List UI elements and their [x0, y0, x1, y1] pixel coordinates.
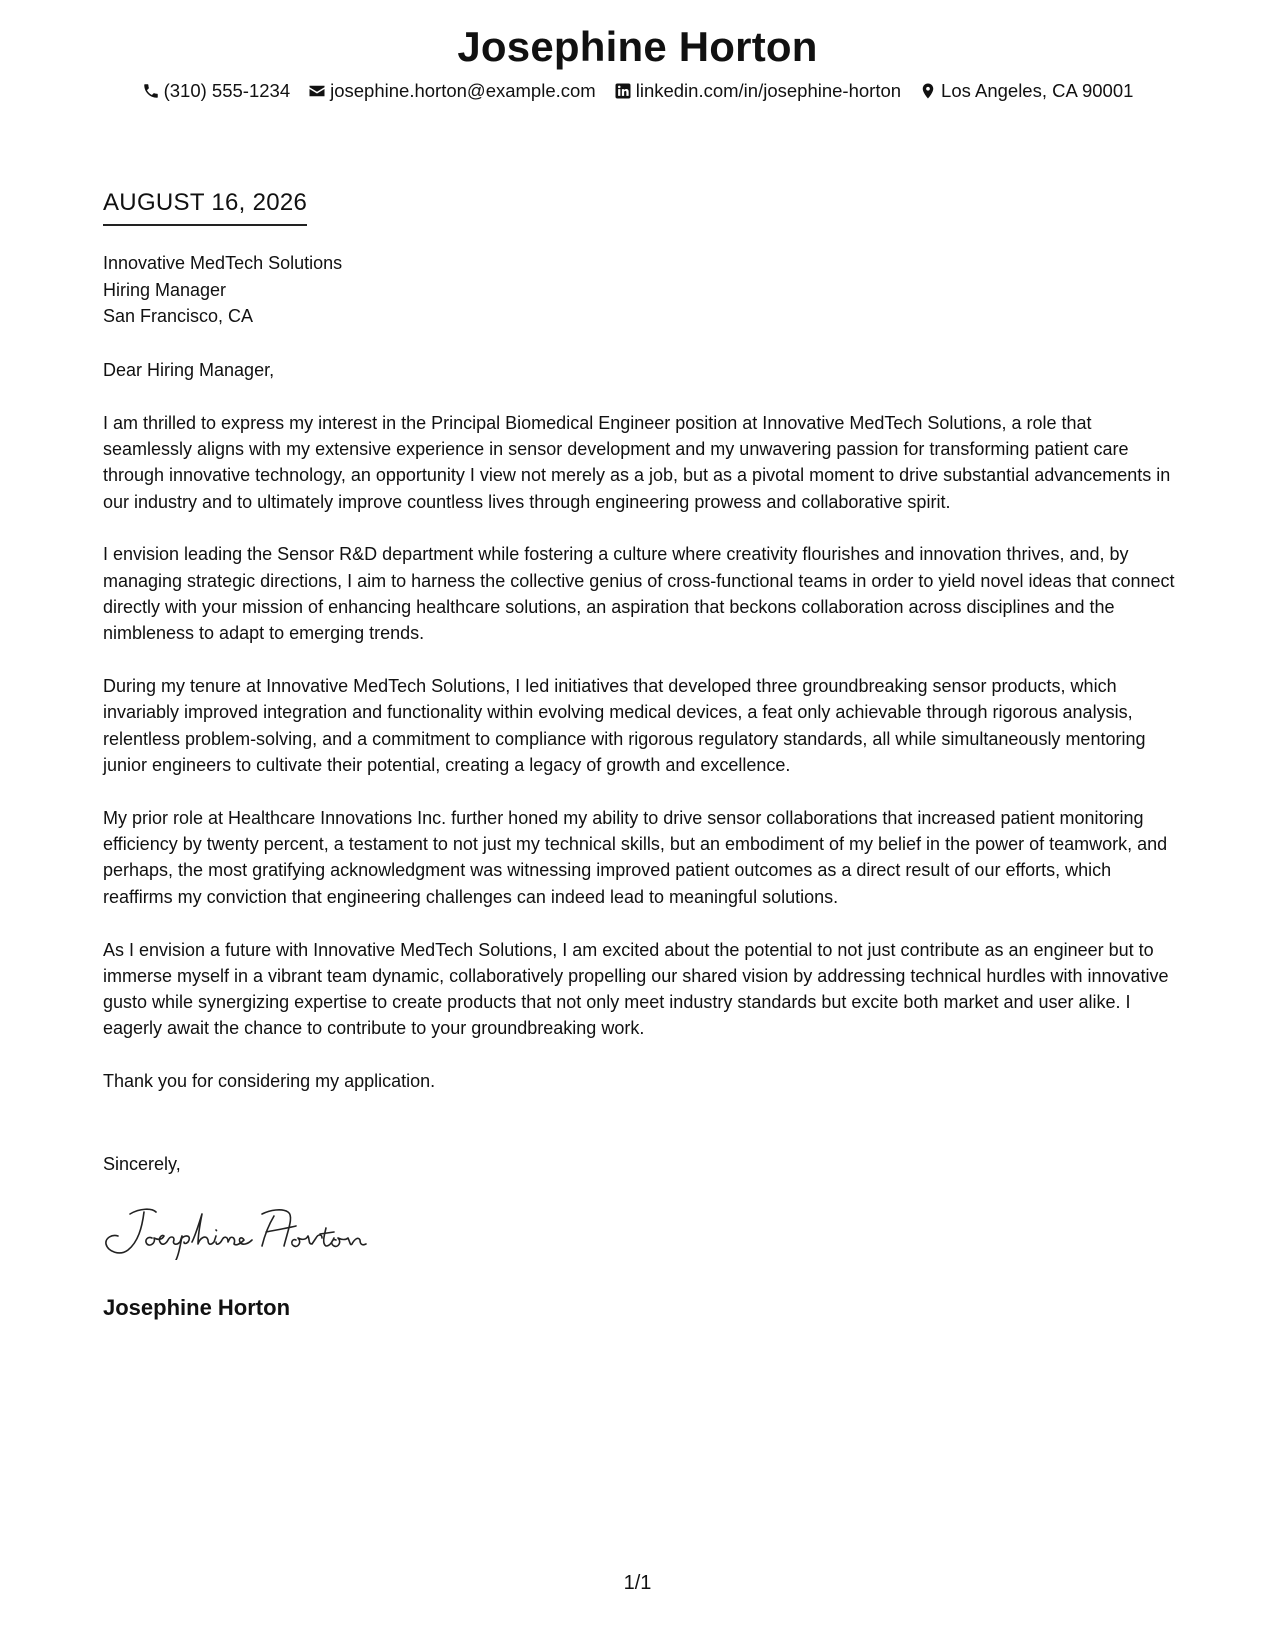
signer-name: Josephine Horton — [103, 1295, 291, 1320]
phone-text: (310) 555-1234 — [163, 80, 291, 101]
envelope-icon — [308, 82, 326, 100]
body-paragraph: As I envision a future with Innovative MedTech Solutions, I am excited about the potential to not just contribute as an engineer but to immerse myself in a vibrant team dynamic, collaboratively propelling our shared vision by addressing technical hurdles with innovative gusto while synergizing expertise to create products that not only meet industry standards but excite both market and user alike. I eagerly await the chance to contribute to your groundbreaking work. — [103, 939, 1169, 1039]
letter-date: AUGUST 16, 2026 — [103, 188, 307, 226]
body-paragraph: My prior role at Healthcare Innovations Inc. further honed my ability to drive sensor collaborations that increased patient monitoring efficiency by twenty percent, a testament to not just my technical skills, but an embodiment of my belief in the power of teamwork, and perhaps, the most gratifying acknowledgment was witnessing improved patient outcomes as a direct result of our efforts, which reaffirms my conviction that engineering challenges can indeed lead to meaningful solutions. — [103, 807, 1168, 907]
recipient-title: Hiring Manager — [103, 279, 227, 300]
page-number: 1/1 — [623, 1572, 652, 1594]
applicant-name: Josephine Horton — [457, 23, 818, 70]
closing: Sincerely, — [103, 1154, 181, 1174]
body-paragraph: I am thrilled to express my interest in the Principal Biomedical Engineer position at Innovative MedTech Solutions, a role that seamlessly aligns with my extensive experience in sensor development and my unwavering passion for transforming patient care through innovative technology, an opportunity I view not merely as a job, but as a pivotal moment to drive substantial advancements in our industry and to ultimately improve countless lives through engineering prowess and collaborative spirit. — [103, 412, 1171, 512]
handwritten-signature — [100, 1200, 370, 1260]
phone-icon — [142, 82, 160, 100]
contact-email — [308, 78, 596, 104]
recipient-block — [103, 250, 342, 330]
contact-phone — [142, 78, 291, 104]
linkedin-icon — [614, 82, 632, 100]
contact-linkedin — [614, 78, 901, 104]
map-pin-icon — [919, 82, 937, 100]
linkedin-link[interactable]: linkedin.com/in/josephine-horton — [635, 80, 902, 101]
thank-you-line: Thank you for considering my application. — [103, 1071, 436, 1092]
recipient-company: Innovative MedTech Solutions — [103, 253, 343, 273]
contact-bar — [0, 78, 1275, 104]
recipient-city: San Francisco, CA — [103, 306, 254, 326]
contact-location — [919, 78, 1133, 104]
body-paragraph: During my tenure at Innovative MedTech Solutions, I led initiatives that developed three groundbreaking sensor products, which invariably improved integration and functionality within evolving medical devices, a feat only achievable through rigorous analysis, relentless problem-solving, and a commitment to compliance with rigorous regulatory standards, all while simultaneously mentoring junior engineers to cultivate their potential, creating a legacy of growth and excellence. — [103, 676, 1146, 776]
body-paragraph: I envision leading the Sensor R&D department while fostering a culture where creativity flourishes and innovation thrives, and, by managing strategic directions, I aim to harness the collective genius of cross-functional teams in order to yield novel ideas that connect directly with your mission of enhancing healthcare solutions, an aspiration that beckons collaboration across disciplines and the nimbleness to adapt to emerging trends. — [103, 544, 1175, 644]
location-text: Los Angeles, CA 90001 — [941, 80, 1134, 101]
letter-body — [103, 357, 1183, 1121]
email-link[interactable]: josephine.horton@example.com — [330, 80, 596, 101]
salutation: Dear Hiring Manager, — [103, 360, 275, 380]
